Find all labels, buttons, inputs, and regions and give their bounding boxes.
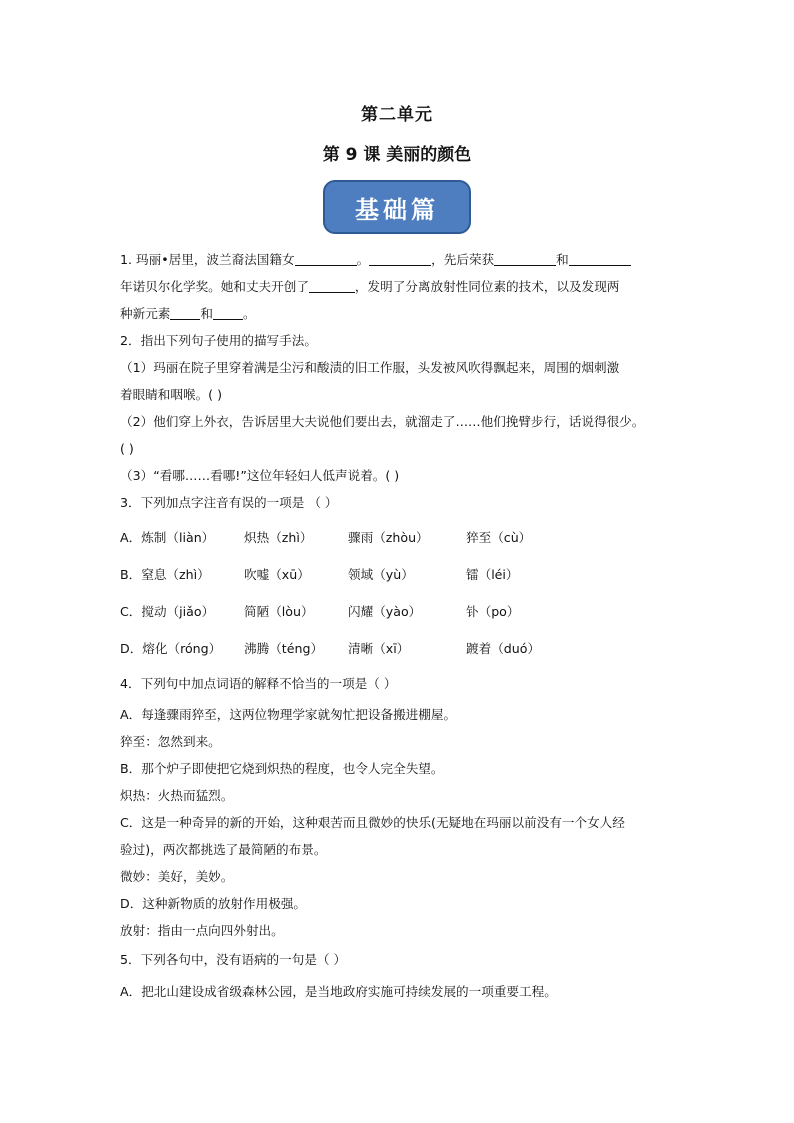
q1-text: 1. 玛丽•居里，波兰裔法国籍女 [120, 252, 295, 267]
q2-sentence-2-line-2: ( ) [120, 441, 134, 456]
q1-text: 年诺贝尔化学奖。她和丈夫开创了 [120, 279, 309, 294]
section-badge-label: 基础篇 [355, 194, 439, 224]
option-item: 钋（po） [466, 604, 520, 619]
q2-sentence-1-line-2: 着眼睛和咽喉。( ) [120, 387, 222, 402]
q4-option-b: B．那个炉子即使把它烧到炽热的程度，也令人完全失望。 [120, 761, 444, 776]
q1-text: 。 [356, 252, 370, 267]
answer-blank [494, 251, 556, 266]
q4-option-c-line-2: 验过)，两次都挑选了最简陋的布景。 [120, 842, 327, 857]
q2-title: 2．指出下列句子使用的描写手法。 [120, 333, 317, 348]
option-item: A．炼制（liàn） [120, 530, 215, 545]
option-item: B．窒息（zhì） [120, 567, 210, 582]
q3-option-c [120, 593, 680, 630]
q2-sentence-2-line-1: （2）他们穿上外衣，告诉居里大夫说他们要出去，就溜走了……他们挽臂步行，话说得很少。 [120, 414, 645, 429]
q1-text: 和 [200, 306, 213, 321]
q4-title: 4．下列句中加点词语的解释不恰当的一项是（ ） [120, 676, 397, 691]
q5-title: 5．下列各句中，没有语病的一句是（ ） [120, 952, 347, 967]
option-item: 猝至（cù） [466, 530, 532, 545]
option-item: 炽热（zhì） [244, 530, 313, 545]
q3-title: 3．下列加点字注音有误的一项是 （ ） [120, 495, 338, 510]
option-item: 吹嘘（xū） [244, 567, 310, 582]
lesson-title: 第 9 课 美丽的颜色 [322, 145, 472, 165]
option-item: 镭（léi） [466, 567, 519, 582]
q4-option-a-gloss: 猝至：忽然到来。 [120, 734, 221, 749]
option-item: 领域（yù） [348, 567, 414, 582]
q2-sentence-3: （3）“看哪……看哪!”这位年轻妇人低声说着。( ) [120, 468, 400, 483]
answer-blank [295, 251, 357, 266]
answer-blank [170, 305, 200, 320]
q1-line-3 [120, 300, 680, 327]
q4-option-c-line-1: C．这是一种奇异的新的开始，这种艰苦而且微妙的快乐(无疑地在玛丽以前没有一个女人经 [120, 815, 625, 830]
answer-blank [213, 305, 243, 320]
option-item: D．熔化（róng） [120, 641, 222, 656]
option-item: 闪耀（yào） [348, 604, 422, 619]
q1-text: 和 [556, 252, 569, 267]
q4-option-c-gloss: 微妙：美好，美妙。 [120, 869, 234, 884]
q1-line-1 [120, 246, 680, 273]
answer-blank [569, 251, 631, 266]
q1-text: ，发明了分离放射性同位素的技术，以及发现两 [354, 279, 620, 294]
q2-sentence-1-line-1: （1）玛丽在院子里穿着满是尘污和酸渍的旧工作服，头发被风吹得飘起来，周围的烟刺激 [120, 360, 620, 375]
q1-text: 种新元素 [120, 306, 171, 321]
question-content [120, 246, 680, 1008]
q1-text: ，先后荣获 [431, 252, 495, 267]
option-item: 踱着（duó） [466, 641, 541, 656]
answer-blank [309, 278, 355, 293]
option-item: 清晰（xī） [348, 641, 410, 656]
q3-option-a [120, 519, 680, 556]
q1-line-2 [120, 273, 680, 300]
q1-text: 。 [242, 306, 256, 321]
option-item: 沸腾（téng） [244, 641, 324, 656]
q4-option-d: D．这种新物质的放射作用极强。 [120, 896, 307, 911]
section-badge [323, 180, 471, 234]
option-item: C．搅动（jiǎo） [120, 604, 215, 619]
option-item: 简陋（lòu） [244, 604, 314, 619]
answer-blank [369, 251, 431, 266]
option-item: 骤雨（zhòu） [348, 530, 429, 545]
q3-option-b [120, 556, 680, 593]
q4-option-b-gloss: 炽热：火热而猛烈。 [120, 788, 234, 803]
q4-option-d-gloss: 放射：指由一点向四外射出。 [120, 923, 284, 938]
unit-title: 第二单元 [361, 105, 433, 125]
q3-option-d [120, 630, 680, 667]
q5-option-a: A．把北山建设成省级森林公园，是当地政府实施可持续发展的一项重要工程。 [120, 984, 557, 999]
q4-option-a: A．每逢骤雨猝至，这两位物理学家就匆忙把设备搬进棚屋。 [120, 707, 457, 722]
